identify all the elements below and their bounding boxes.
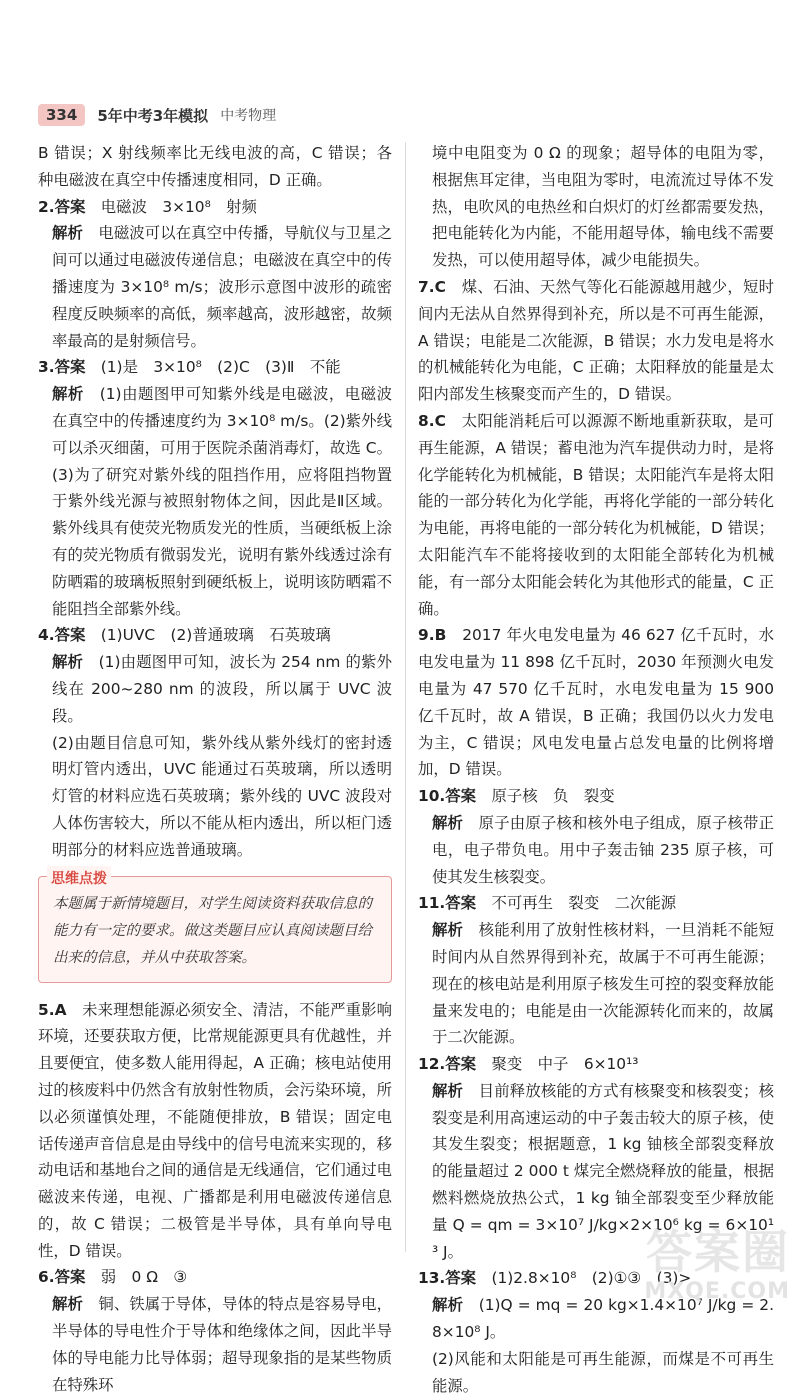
- question-7: [418, 274, 774, 408]
- question-6: [38, 1264, 392, 1398]
- intro-continuation: B 错误；X 射线频率比无线电波的高，C 错误；各种电磁波在真空中传播速度相同，D 正确。: [38, 144, 392, 189]
- analysis-label: 解析: [432, 1081, 464, 1100]
- analysis-text: 未来理想能源必须安全、清洁，不能严重影响环境，还要获取方便，比常规能源更具有优越性，并且要便宜，使多数人能用得起，A 正确；核电站使用过的核废料中仍然含有放射性物质，会污染环境，所以必须谨慎处理，不能随便排放，B 错误；固定电话传递声音信息是由导线中的信号电流来实现的，移动电话和基地台之间的通信是无线通信，它们通过电磁波来传递，电视、广播都是利用电磁波传递信息的，故 C 错误；二极管是半导体，具有单向导电性，D 错误。: [38, 1000, 393, 1260]
- analysis-text: (1)由题图甲可知，波长为 254 nm 的紫外线在 200~280 nm 的波段，所以属于 UVC 波段。: [52, 653, 392, 725]
- question-number: 4.: [38, 626, 55, 645]
- analysis-text: (1)Q = mq = 20 kg×1.4×10⁷ J/kg = 2.8×10⁸ J。: [432, 1296, 774, 1342]
- question-11: [418, 890, 774, 1051]
- column-divider: [405, 142, 406, 1252]
- analysis-text: (2)风能和太阳能是可再生能源，而煤是不可再生能源。: [432, 1349, 774, 1395]
- analysis-label: 解析: [52, 1295, 83, 1314]
- answer-choice: A: [54, 1000, 67, 1019]
- analysis-label: 解析: [432, 921, 464, 940]
- question-10: [418, 783, 774, 890]
- page-header: [38, 102, 276, 128]
- tips-title: 思维点拨: [47, 866, 111, 893]
- answer-label: 答案: [54, 197, 86, 216]
- question-number: 11.: [418, 894, 446, 913]
- question-number: 3.: [38, 358, 55, 377]
- analysis-text: 目前释放核能的方式有核聚变和核裂变；核裂变是利用高速运动的中子轰击较大的原子核，使其发生裂变；根据题意，1 kg 铀核全部裂变释放的能量超过 2 000 t 煤完全燃烧释放的能量，根据燃料燃烧放热公式，1 kg 铀全部裂变至少释放能量 Q = qm = 3×10⁷ J/kg×2×10⁶ kg = 6×10¹³ J。: [432, 1081, 774, 1261]
- answer-label: 答案: [445, 894, 477, 913]
- question-number: 12.: [418, 1055, 446, 1074]
- analysis-text: 电磁波可以在真空中传播，导航仪与卫星之间可以通过电磁波传递信息；电磁波在真空中的传播速度为 3×10⁸ m/s；波形示意图中波形的疏密程度反映频率的高低，频率越高，波形越密，故频率最高的是射频信号。: [52, 224, 392, 350]
- question-number: 7.: [418, 277, 435, 296]
- question-number: 9.: [418, 626, 435, 645]
- answer-choice: C: [434, 277, 446, 296]
- book-subject: 中考物理: [220, 108, 277, 124]
- thinking-tips-box: [38, 870, 392, 983]
- answer-choice: C: [434, 411, 446, 430]
- analysis-text: 2017 年火电发电量为 46 627 亿千瓦时，水电发电量为 11 898 亿千瓦时，2030 年预测火电发电量为 47 570 亿千瓦时，水电发电量为 15 900 亿千瓦时，故 A 错误，B 正确；我国仍以火力发电为主，C 错误；风电发电量占总发电量的比例将增加，D 错误。: [418, 626, 774, 779]
- answer-label: 答案: [54, 1268, 86, 1287]
- analysis-label: 解析: [52, 224, 83, 243]
- answer-label: 答案: [445, 1269, 477, 1288]
- answer-text: 弱 0 Ω ③: [100, 1268, 188, 1287]
- answer-text: 原子核 负 裂变: [491, 787, 615, 806]
- analysis-label: 解析: [52, 385, 84, 404]
- answer-label: 答案: [445, 1055, 477, 1074]
- answer-text: (1)2.8×10⁸ (2)①③ (3)>: [491, 1269, 692, 1288]
- question-5: [38, 997, 392, 1265]
- tips-body: 本题属于新情境题目，对学生阅读资料获取信息的能力有一定的要求。做这类题目应认真阅读题目给出来的信息，并从中获取答案。: [53, 895, 372, 966]
- question-4: [38, 622, 392, 863]
- question-2: [38, 194, 392, 355]
- analysis-label: 解析: [432, 813, 464, 832]
- analysis-text: 太阳能消耗后可以源源不断地重新获取，是可再生能源，A 错误；蓄电池为汽车提供动力时，是将化学能转化为机械能，B 错误；太阳能汽车是将太阳能的一部分转化为化学能，再将化学能的一部分转化为电能，再将电能的一部分转化为机械能，D 错误；太阳能汽车不能将接收到的太阳能全部转化为机械能，有一部分太阳能会转化为其他形式的能量，C 正确。: [418, 411, 774, 618]
- analysis-text: 原子由原子核和核外电子组成，原子核带正电，电子带负电。用中子轰击铀 235 原子核，可使其发生核裂变。: [432, 813, 774, 886]
- analysis-text: 铜、铁属于导体，导体的特点是容易导电，半导体的导电性介于导体和绝缘体之间，因此半导体的导电能力比导体弱；超导现象指的是某些物质在特殊环: [52, 1295, 392, 1394]
- analysis-text: 核能利用了放射性核材料，一旦消耗不能短时间内从自然界得到补充，故属于不可再生能源；现在的核电站是利用原子核发生可控的裂变释放能量来发电的；电能是由一次能源转化而来的，故属于二次能源。: [432, 921, 774, 1047]
- right-column: [418, 140, 774, 1399]
- question-number: 13.: [418, 1269, 446, 1288]
- question-8: [418, 408, 774, 622]
- question-number: 8.: [418, 411, 435, 430]
- watermark-url: MXQE.COM: [644, 1279, 790, 1304]
- question-number: 2.: [38, 197, 55, 216]
- watermark-logo: 答案圈: [646, 1225, 790, 1279]
- analysis-text: 煤、石油、天然气等化石能源越用越少，短时间内无法从自然界得到补充，所以是不可再生能源，A 错误；电能是二次能源，B 错误；水力发电是将水的机械能转化为电能，C 正确；太阳释放的能量是太阳内部发生核聚变而产生的，D 错误。: [418, 277, 774, 404]
- left-column: [38, 140, 392, 1398]
- answer-text: (1)UVC (2)普通玻璃 石英玻璃: [100, 626, 331, 645]
- answer-label: 答案: [54, 626, 86, 645]
- answer-text: 不可再生 裂变 二次能源: [491, 894, 677, 913]
- question-3: [38, 354, 392, 622]
- question-number: 10.: [418, 787, 446, 806]
- analysis-text: (2)由题目信息可知，紫外线从紫外线灯的密封透明灯管内透出，UVC 能通过石英玻璃，所以透明灯管的材料应选石英玻璃；紫外线的 UVC 波段对人体伤害较大，所以不能从柜内透出，所以柜门透明部分的材料应选普通玻璃。: [52, 733, 392, 859]
- answer-text: (1)是 3×10⁸ (2)C (3)Ⅱ 不能: [100, 358, 341, 377]
- analysis-label: 解析: [432, 1296, 464, 1315]
- answer-label: 答案: [54, 358, 86, 377]
- q6-continuation: 境中电阻变为 0 Ω 的现象；超导体的电阻为零，根据焦耳定律，当电阻为零时，电流流过导体不发热，电吹风的电热丝和白炽灯的灯丝都需要发热，把电能转化为内能，不能用超导体，输电线不需要发热，可以使用超导体，减少电能损失。: [432, 144, 774, 270]
- question-number: 5.: [38, 1000, 55, 1019]
- answer-label: 答案: [445, 787, 477, 806]
- page-number: 334: [38, 104, 85, 126]
- book-series-title: 5年中考3年模拟: [97, 106, 209, 125]
- answer-text: 电磁波 3×10⁸ 射频: [100, 197, 257, 216]
- question-9: [418, 622, 774, 783]
- analysis-text: (1)由题图甲可知紫外线是电磁波，电磁波在真空中的传播速度约为 3×10⁸ m/s。(2)紫外线可以杀灭细菌，可用于医院杀菌消毒灯，故选 C。(3)为了研究对紫外线的阻挡作用，应将阻挡物置于紫外线光源与被照射物体之间，因此是Ⅱ区域。紫外线具有使荧光物质发光的性质，当硬纸板上涂有的荧光物质有微弱发光，说明有紫外线透过涂有防晒霜的玻璃板照射到硬纸板上，说明该防晒霜不能阻挡全部紫外线。: [52, 385, 392, 618]
- answer-text: 聚变 中子 6×10¹³: [491, 1055, 639, 1074]
- analysis-label: 解析: [52, 653, 84, 672]
- answer-choice: B: [434, 626, 447, 645]
- question-number: 6.: [38, 1268, 55, 1287]
